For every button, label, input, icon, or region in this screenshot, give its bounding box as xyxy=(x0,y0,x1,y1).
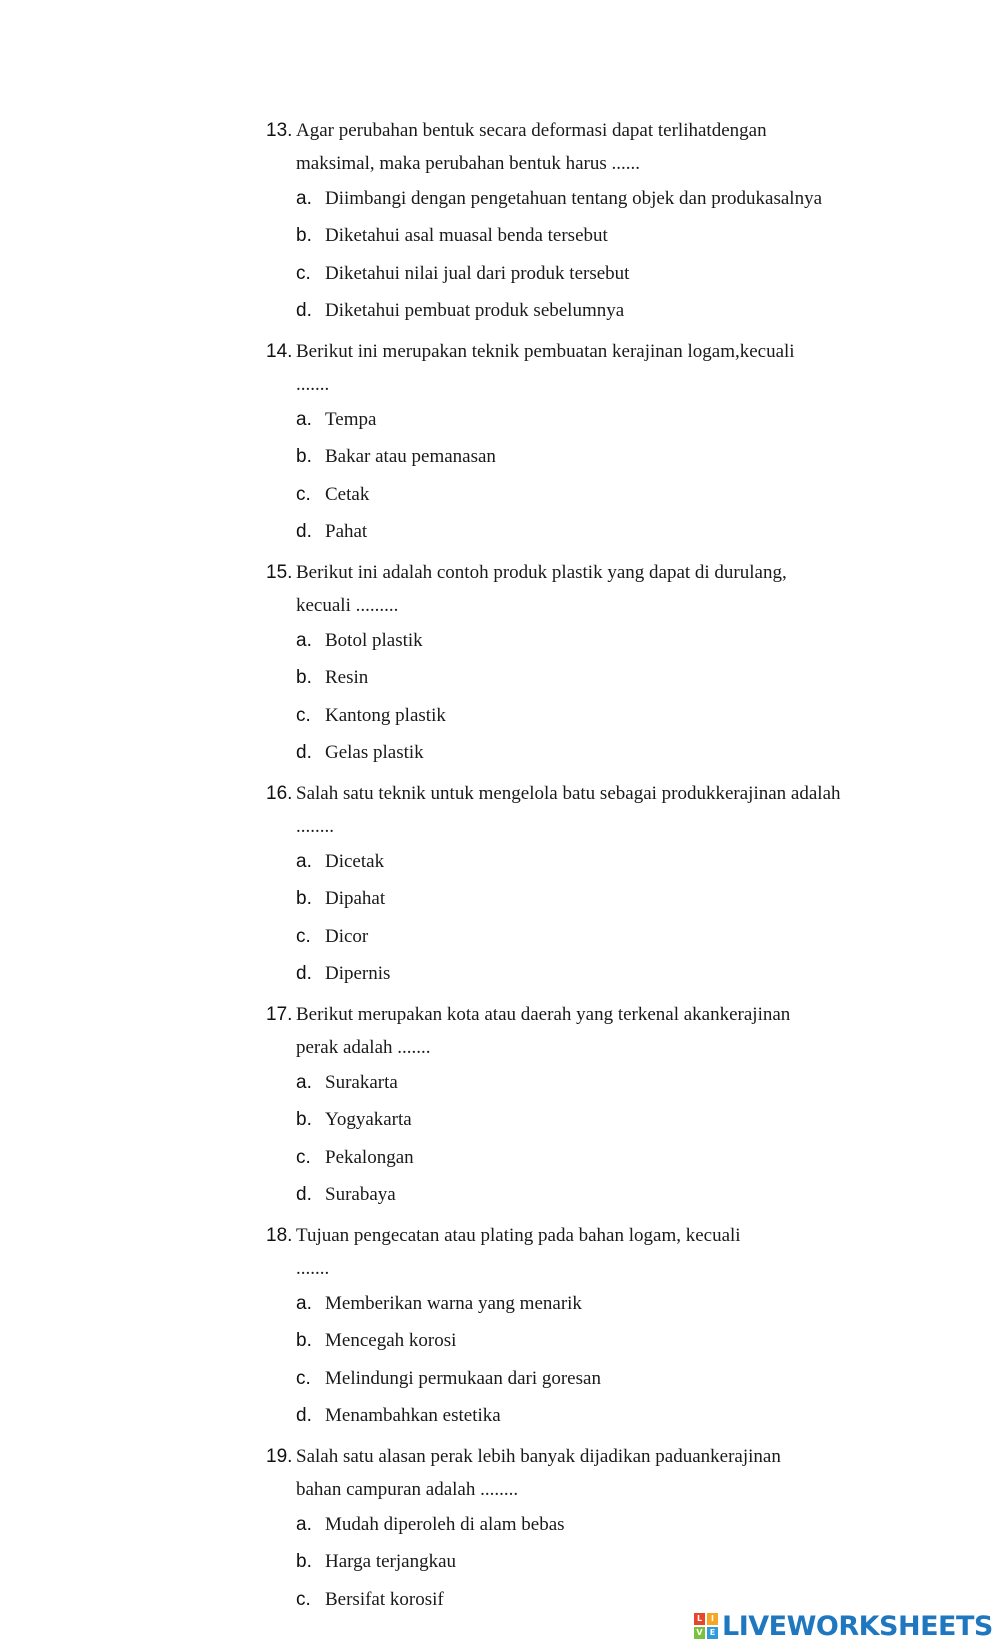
question-13 xyxy=(266,114,886,329)
option-text: Diketahui asal muasal benda tersebut xyxy=(325,225,608,247)
question-line xyxy=(266,777,886,810)
option-text: Harga terjangkau xyxy=(325,1551,457,1573)
option-d xyxy=(266,955,886,992)
question-18 xyxy=(266,1219,886,1434)
option-letter: d. xyxy=(296,1183,312,1205)
option-d xyxy=(266,734,886,771)
option-text: Mudah diperoleh di alam bebas xyxy=(325,1514,565,1535)
question-line xyxy=(266,1440,886,1473)
option-b xyxy=(266,880,886,917)
option-a xyxy=(266,1064,886,1101)
option-text: Yogyakarta xyxy=(325,1109,412,1131)
question-text-continued: kecuali ......... xyxy=(296,595,399,616)
question-line-continued xyxy=(266,1252,886,1285)
option-text: Surabaya xyxy=(325,1183,396,1205)
option-letter: c. xyxy=(296,704,311,726)
option-text: Kantong plastik xyxy=(325,704,446,726)
liveworksheets-logo-icon xyxy=(694,1613,718,1639)
question-17 xyxy=(266,998,886,1213)
question-text: Salah satu teknik untuk mengelola batu sebagai produkkerajinan adalah xyxy=(296,783,841,804)
option-a xyxy=(266,1506,886,1543)
question-19 xyxy=(266,1440,886,1618)
option-b xyxy=(266,217,886,254)
option-text: Dicor xyxy=(325,925,369,947)
option-text: Gelas plastik xyxy=(325,741,424,763)
liveworksheets-logo xyxy=(694,1610,993,1642)
option-a xyxy=(266,401,886,438)
option-b xyxy=(266,1322,886,1359)
question-text: Berikut merupakan kota atau daerah yang terkenal akankerajinan xyxy=(296,1004,791,1025)
option-text: Cetak xyxy=(325,483,370,505)
option-letter: c. xyxy=(296,925,311,947)
option-c xyxy=(266,697,886,734)
question-text-continued: ....... xyxy=(296,1258,330,1279)
option-text: Resin xyxy=(325,667,369,689)
option-letter: b. xyxy=(296,225,312,247)
option-letter: d. xyxy=(296,520,312,542)
option-letter: b. xyxy=(296,1551,312,1573)
option-letter: d. xyxy=(296,1404,312,1426)
option-c xyxy=(266,1139,886,1176)
option-text: Dicetak xyxy=(325,851,385,872)
question-line-continued xyxy=(266,810,886,843)
question-line-continued xyxy=(266,147,886,180)
option-text: Dipahat xyxy=(325,888,386,910)
question-text: Berikut ini merupakan teknik pembuatan kerajinan logam,kecuali xyxy=(296,341,795,362)
option-letter: b. xyxy=(296,1330,312,1352)
option-text: Dipernis xyxy=(325,962,391,984)
option-letter: a. xyxy=(296,1293,312,1314)
option-d xyxy=(266,513,886,550)
option-letter: a. xyxy=(296,851,312,872)
option-letter: d. xyxy=(296,962,312,984)
option-d xyxy=(266,292,886,329)
liveworksheets-logo-text: LIVEWORKSHEETS xyxy=(722,1610,993,1642)
question-number: 18. xyxy=(266,1225,293,1246)
option-letter: a. xyxy=(296,188,312,209)
option-text: Bersifat korosif xyxy=(325,1588,444,1610)
option-letter: c. xyxy=(296,262,311,284)
question-14 xyxy=(266,335,886,550)
question-number: 16. xyxy=(266,783,293,804)
question-line xyxy=(266,1219,886,1252)
option-b xyxy=(266,1543,886,1580)
question-text-continued: maksimal, maka perubahan bentuk harus ...... xyxy=(296,153,641,174)
option-c xyxy=(266,255,886,292)
option-letter: c. xyxy=(296,1146,311,1168)
option-text: Diimbangi dengan pengetahuan tentang objek dan produkasalnya xyxy=(325,188,823,209)
option-c xyxy=(266,918,886,955)
question-number: 14. xyxy=(266,341,293,362)
option-text: Melindungi permukaan dari goresan xyxy=(325,1367,601,1389)
question-text-continued: ........ xyxy=(296,816,334,837)
option-text: Pekalongan xyxy=(325,1146,414,1168)
option-letter: c. xyxy=(296,483,311,505)
question-line-continued xyxy=(266,368,886,401)
option-b xyxy=(266,1101,886,1138)
option-a xyxy=(266,180,886,217)
option-a xyxy=(266,622,886,659)
option-letter: a. xyxy=(296,630,312,651)
logo-mark-letter-e: E xyxy=(707,1627,718,1639)
question-line-continued xyxy=(266,1473,886,1506)
question-text-continued: perak adalah ....... xyxy=(296,1037,431,1058)
question-text-continued: bahan campuran adalah ........ xyxy=(296,1479,519,1500)
question-line xyxy=(266,114,886,147)
question-text-continued: ....... xyxy=(296,374,330,395)
question-number: 17. xyxy=(266,1004,293,1025)
option-letter: a. xyxy=(296,1072,312,1093)
option-letter: a. xyxy=(296,409,312,430)
option-b xyxy=(266,438,886,475)
option-text: Pahat xyxy=(325,520,368,542)
question-line xyxy=(266,998,886,1031)
option-letter: b. xyxy=(296,446,312,468)
option-c xyxy=(266,476,886,513)
question-16 xyxy=(266,777,886,992)
question-number: 19. xyxy=(266,1446,293,1467)
question-text: Tujuan pengecatan atau plating pada bahan logam, kecuali xyxy=(296,1225,741,1246)
option-letter: b. xyxy=(296,888,312,910)
option-letter: d. xyxy=(296,741,312,763)
question-number: 15. xyxy=(266,562,293,583)
option-text: Memberikan warna yang menarik xyxy=(325,1293,582,1314)
option-letter: a. xyxy=(296,1514,312,1535)
option-a xyxy=(266,843,886,880)
logo-mark-letter-i: I xyxy=(707,1613,718,1625)
option-c xyxy=(266,1360,886,1397)
option-letter: d. xyxy=(296,299,312,321)
option-text: Mencegah korosi xyxy=(325,1330,457,1352)
question-line-continued xyxy=(266,589,886,622)
question-15 xyxy=(266,556,886,771)
option-letter: c. xyxy=(296,1367,311,1389)
option-letter: c. xyxy=(296,1588,311,1610)
logo-mark-letter-l: L xyxy=(694,1613,705,1625)
question-line xyxy=(266,556,886,589)
question-number: 13. xyxy=(266,120,293,141)
question-text: Salah satu alasan perak lebih banyak dijadikan paduankerajinan xyxy=(296,1446,781,1467)
option-text: Diketahui pembuat produk sebelumnya xyxy=(325,299,625,321)
option-a xyxy=(266,1285,886,1322)
logo-mark-letter-v: V xyxy=(694,1627,705,1639)
option-letter: b. xyxy=(296,667,312,689)
question-line xyxy=(266,335,886,368)
option-text: Tempa xyxy=(325,409,377,430)
option-d xyxy=(266,1397,886,1434)
option-b xyxy=(266,659,886,696)
option-text: Surakarta xyxy=(325,1072,398,1093)
option-text: Botol plastik xyxy=(325,630,423,651)
option-d xyxy=(266,1176,886,1213)
question-line-continued xyxy=(266,1031,886,1064)
option-text: Menambahkan estetika xyxy=(325,1404,501,1426)
option-letter: b. xyxy=(296,1109,312,1131)
question-text: Berikut ini adalah contoh produk plastik yang dapat di durulang, xyxy=(296,562,787,583)
option-text: Diketahui nilai jual dari produk tersebut xyxy=(325,262,630,284)
question-text: Agar perubahan bentuk secara deformasi dapat terlihatdengan xyxy=(296,120,767,141)
option-text: Bakar atau pemanasan xyxy=(325,446,496,468)
